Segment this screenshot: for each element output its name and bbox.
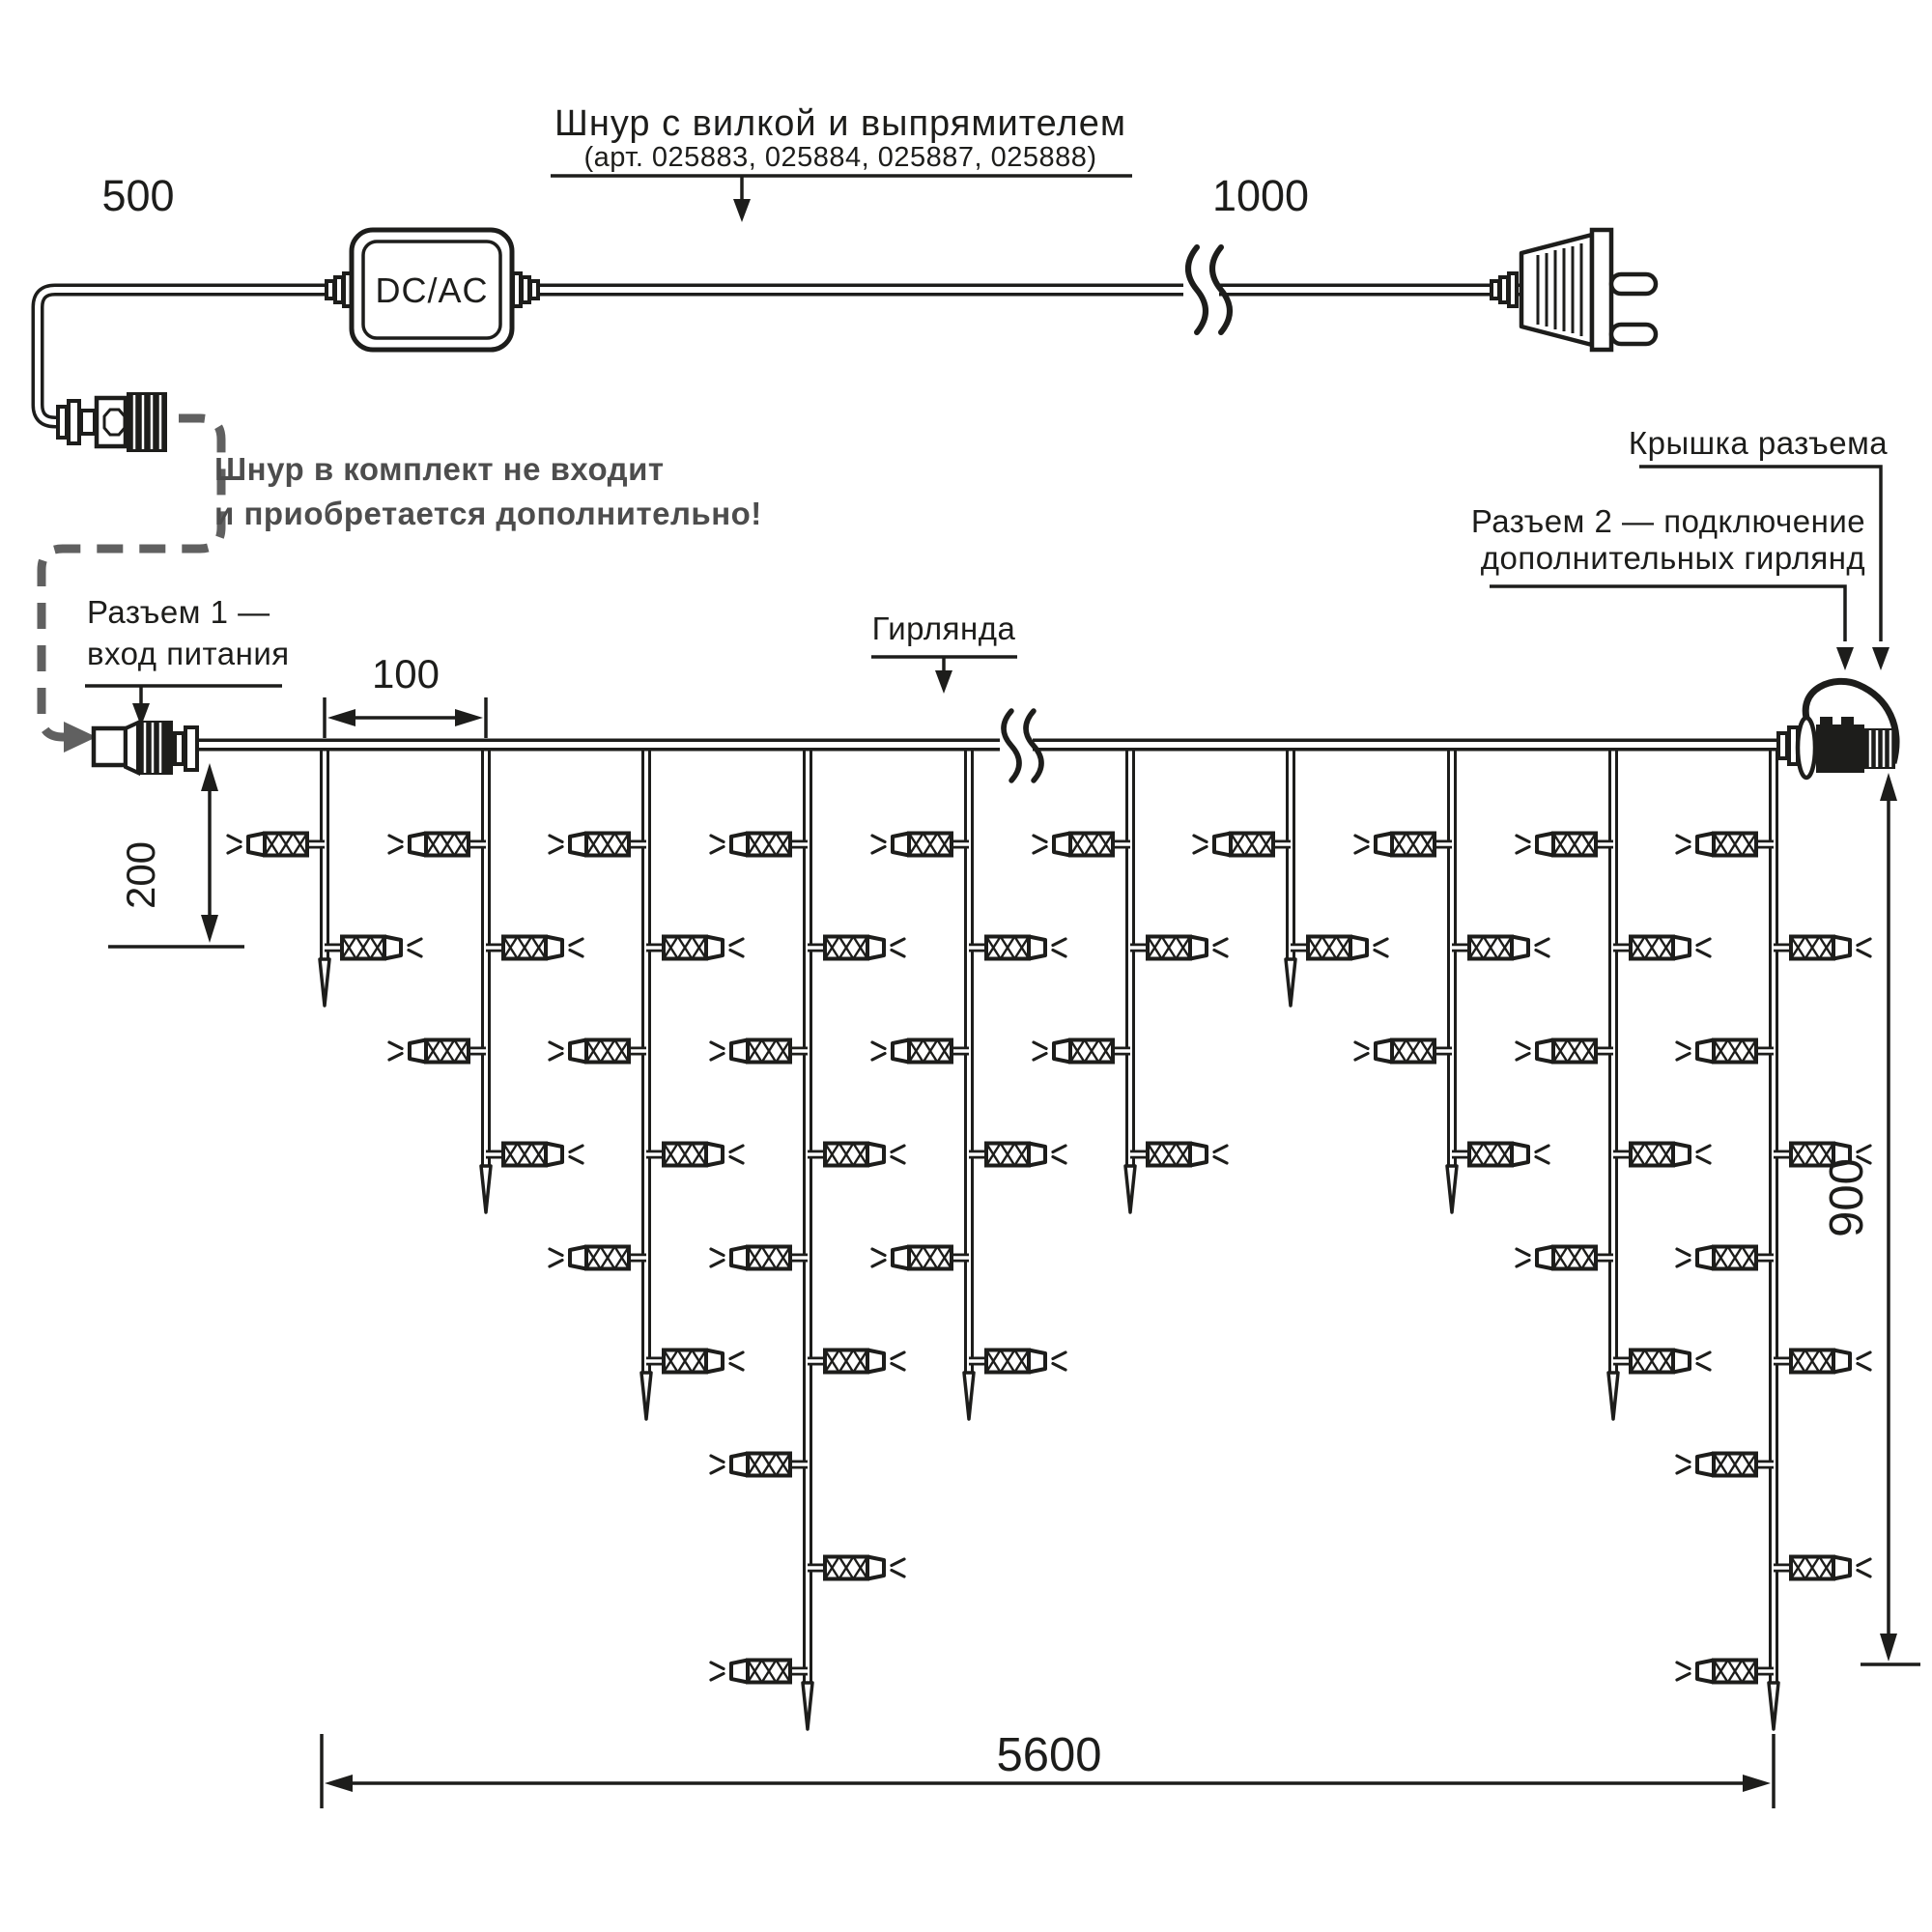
led-bulb-icon bbox=[969, 937, 1065, 959]
led-bulb-icon bbox=[1774, 1350, 1870, 1373]
connector2-callout bbox=[1471, 503, 1865, 670]
led-bulb-icon bbox=[228, 834, 325, 856]
led-bulb-icon bbox=[1677, 1661, 1774, 1683]
arrow-up-icon bbox=[1880, 773, 1897, 801]
led-bulb-icon bbox=[389, 1040, 486, 1063]
icicle-drop bbox=[481, 745, 491, 1212]
led-bulb-icon bbox=[1355, 834, 1452, 856]
arrow-left-icon bbox=[325, 1775, 353, 1792]
led-bulb-icon bbox=[1452, 937, 1548, 959]
led-bulb-icon bbox=[711, 1661, 808, 1683]
note-line1: Шнур в комплект не входит bbox=[214, 451, 665, 487]
icicle-drops-layer bbox=[320, 745, 1778, 1729]
arrow-left-icon bbox=[327, 709, 355, 726]
led-bulb-icon bbox=[486, 1144, 582, 1166]
led-bulb-icon bbox=[1355, 1040, 1452, 1063]
led-bulb-icon bbox=[872, 1040, 969, 1063]
title-block bbox=[551, 103, 1132, 222]
led-bulb-icon bbox=[808, 1557, 904, 1579]
led-bulb-icon bbox=[711, 1247, 808, 1269]
led-bulb-icon bbox=[1677, 1040, 1774, 1063]
garland-callout bbox=[871, 611, 1017, 694]
dim-100-value: 100 bbox=[371, 651, 440, 696]
arrow-down-icon bbox=[1880, 1634, 1897, 1662]
dcac-label: DC/AC bbox=[375, 270, 489, 310]
dimension-900 bbox=[1821, 773, 1920, 1664]
plug-prong bbox=[1611, 325, 1656, 344]
note-line2: и приобретается дополнительно! bbox=[214, 496, 762, 531]
led-bulb-icon bbox=[1034, 834, 1130, 856]
led-bulb-icon bbox=[1613, 937, 1710, 959]
arrow-down-icon bbox=[201, 915, 218, 943]
led-bulb-icon bbox=[711, 1454, 808, 1476]
led-bulb-icon bbox=[872, 834, 969, 856]
led-bulb-icon bbox=[1774, 1557, 1870, 1579]
right-cable-length-label: 1000 bbox=[1211, 171, 1310, 220]
plug-prong bbox=[1611, 274, 1656, 294]
left-cable-length-label: 500 bbox=[101, 171, 175, 220]
led-bulb-icon bbox=[1517, 1247, 1613, 1269]
connector1-label-line2: вход питания bbox=[87, 636, 290, 671]
led-bulb-icon bbox=[969, 1350, 1065, 1373]
led-bulb-icon bbox=[1034, 1040, 1130, 1063]
led-bulb-icon bbox=[808, 1350, 904, 1373]
arrow-down-icon bbox=[1872, 647, 1889, 670]
led-bulb-icon bbox=[1677, 1247, 1774, 1269]
led-bulb-icon bbox=[711, 834, 808, 856]
led-bulb-icon bbox=[1517, 1040, 1613, 1063]
led-bulb-icon bbox=[1677, 834, 1774, 856]
icicle-drop bbox=[320, 745, 329, 1006]
led-bulb-icon bbox=[550, 1040, 646, 1063]
arrow-right-icon bbox=[455, 709, 483, 726]
garland-label: Гирлянда bbox=[871, 611, 1016, 646]
power-cord-assembly bbox=[38, 171, 1656, 452]
diagram-title: Шнур с вилкой и выпрямителем bbox=[554, 103, 1126, 144]
icicle-drop bbox=[1447, 745, 1457, 1212]
garland-main-wire bbox=[198, 711, 1780, 781]
led-bulb-icon bbox=[1130, 937, 1227, 959]
icicle-drop bbox=[1769, 745, 1778, 1729]
led-bulbs-layer bbox=[228, 834, 1870, 1683]
led-bulb-icon bbox=[1130, 1144, 1227, 1166]
arrow-down-icon bbox=[1836, 647, 1854, 670]
led-bulb-icon bbox=[1613, 1144, 1710, 1166]
cap-label: Крышка разъема bbox=[1628, 425, 1889, 461]
dcac-adapter bbox=[327, 230, 538, 350]
led-bulb-icon bbox=[1613, 1350, 1710, 1373]
arrow-down-icon bbox=[935, 670, 952, 694]
dim-200-value: 200 bbox=[118, 840, 163, 910]
led-bulb-icon bbox=[1517, 834, 1613, 856]
led-bulb-icon bbox=[486, 937, 582, 959]
led-bulb-icon bbox=[1194, 834, 1291, 856]
dimension-200 bbox=[108, 763, 244, 947]
led-bulb-icon bbox=[969, 1144, 1065, 1166]
article-numbers: (арт. 025883, 025884, 025887, 025888) bbox=[583, 142, 1097, 173]
led-bulb-icon bbox=[872, 1247, 969, 1269]
dim-5600-value: 5600 bbox=[996, 1729, 1102, 1781]
led-bulb-icon bbox=[550, 1247, 646, 1269]
dimension-5600 bbox=[322, 1729, 1774, 1808]
icicle-drop bbox=[803, 745, 812, 1729]
led-bulb-icon bbox=[1452, 1144, 1548, 1166]
power-cord-right-cable bbox=[534, 247, 1526, 332]
led-bulb-icon bbox=[808, 1144, 904, 1166]
connector1-callout bbox=[85, 594, 290, 726]
led-bulb-icon bbox=[646, 1350, 743, 1373]
cap-ring-icon bbox=[1798, 718, 1815, 778]
arrow-down-icon bbox=[733, 199, 751, 222]
connector2-label-line1: Разъем 2 — подключение bbox=[1470, 503, 1866, 539]
led-bulb-icon bbox=[646, 1144, 743, 1166]
led-bulb-icon bbox=[646, 937, 743, 959]
led-bulb-icon bbox=[1677, 1454, 1774, 1476]
garland-output-connector-icon bbox=[1778, 681, 1896, 778]
mains-plug-icon bbox=[1492, 230, 1656, 350]
dashed-path bbox=[42, 418, 221, 737]
icicle-drop bbox=[1286, 745, 1295, 1006]
led-bulb-icon bbox=[389, 834, 486, 856]
led-bulb-icon bbox=[711, 1040, 808, 1063]
power-cord-left-cable bbox=[38, 290, 351, 422]
dimension-100 bbox=[325, 651, 486, 738]
icicle-drop bbox=[1125, 745, 1135, 1212]
arrow-right-icon bbox=[1743, 1775, 1771, 1792]
connector2-label-line2: дополнительных гирлянд bbox=[1480, 540, 1866, 576]
led-bulb-icon bbox=[808, 937, 904, 959]
arrow-up-icon bbox=[201, 763, 218, 791]
not-included-callout bbox=[42, 418, 762, 753]
garland-input-connector-icon bbox=[94, 721, 197, 775]
led-bulb-icon bbox=[550, 834, 646, 856]
led-bulb-icon bbox=[1291, 937, 1387, 959]
led-bulb-icon bbox=[325, 937, 421, 959]
connector1-label-line1: Разъем 1 — bbox=[87, 594, 270, 630]
dim-900-value: 900 bbox=[1821, 1158, 1873, 1237]
led-bulb-icon bbox=[1774, 937, 1870, 959]
power-cord-connector-icon bbox=[58, 392, 167, 452]
